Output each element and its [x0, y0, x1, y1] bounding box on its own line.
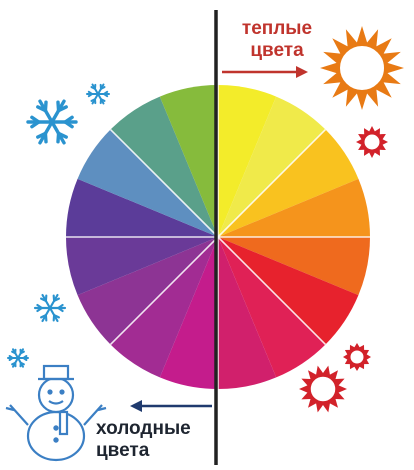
snowman-eye: [61, 391, 64, 394]
small-sun-icon: [356, 126, 388, 158]
snowflake-branch: [12, 363, 15, 365]
cold-arrow-head: [130, 400, 142, 412]
snowflake-branch: [58, 133, 59, 141]
small-snowflake-icon: [8, 349, 28, 366]
cold-colors-label: [96, 418, 208, 462]
snowman-button: [54, 426, 57, 429]
small-sun-icon: [343, 343, 371, 371]
sun-core: [338, 44, 386, 92]
snowman-button: [54, 438, 57, 441]
snowman-left-arm: [10, 405, 28, 425]
snowflake-icon: [35, 295, 65, 321]
snowman-body: [28, 412, 84, 460]
snowman-eye: [49, 391, 52, 394]
snowman-head: [39, 378, 73, 412]
warm-label-line-2: цвета: [236, 40, 318, 62]
warm-colors-label: [236, 18, 318, 62]
cold-label-line-2: цвета: [96, 440, 208, 462]
sun-core: [349, 349, 365, 365]
warm-arrow-head: [296, 66, 308, 78]
sun-core: [309, 375, 337, 403]
large-snowflake-icon: [28, 101, 76, 143]
color-wheel: [66, 85, 370, 389]
snowflake-branch: [21, 352, 24, 354]
small-snowflake-icon: [87, 85, 109, 104]
snowman-icon: [6, 366, 106, 460]
cold-label-line-1: холодные: [96, 418, 208, 440]
medium-sun-icon: [299, 366, 347, 413]
large-sun-icon: [320, 26, 404, 110]
sun-core: [363, 133, 381, 151]
snowman-hat: [44, 366, 68, 379]
warm-label-line-1: теплые: [236, 18, 318, 40]
snowflake-branch: [45, 102, 46, 110]
snowman-scarf: [60, 412, 67, 434]
